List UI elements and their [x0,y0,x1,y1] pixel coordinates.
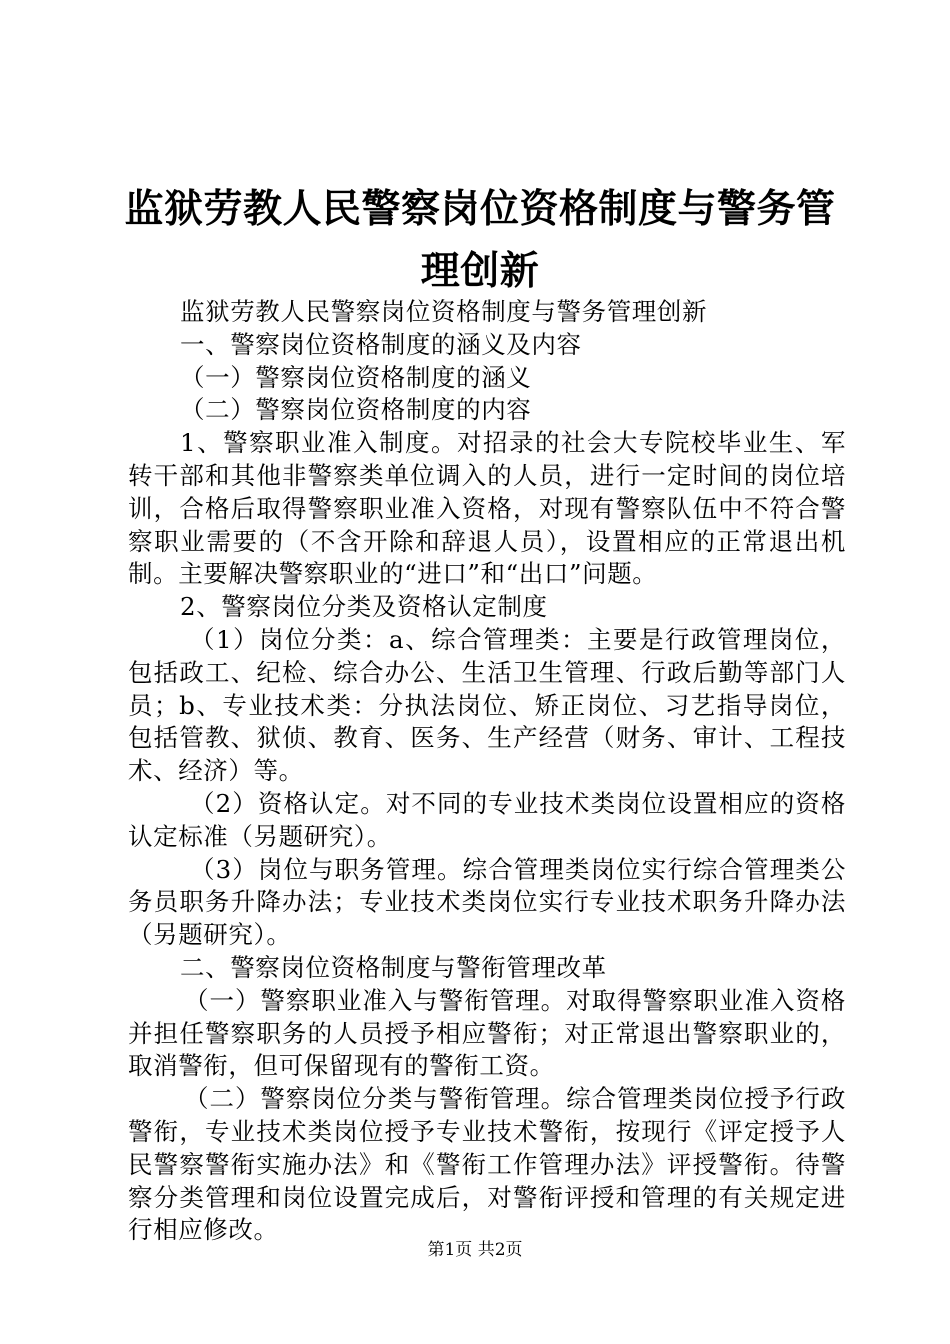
page-number-footer: 第1页 共2页 [427,1240,523,1260]
document-body [128,296,846,1247]
body-paragraph-rank-entry: （一）警察职业准入与警衔管理。对取得警察职业准入资格并担任警察职务的人员授予相应警衔；对正常退出警察职业的，取消警衔，但可保留现有的警衔工资。 [128,985,846,1081]
document-title: 监狱劳教人民警察岗位资格制度与警务管理创新 [124,186,836,294]
body-paragraph-classification-heading: 2、警察岗位分类及资格认定制度 [180,592,548,622]
section-heading-1: 一、警察岗位资格制度的涵义及内容 [180,329,582,359]
body-paragraph-entry-system: 1、警察职业准入制度。对招录的社会大专院校毕业生、军转干部和其他非警察类单位调入的人员，进行一定时间的岗位培训，合格后取得警察职业准入资格，对现有警察队伍中不符合警察职业需要的（不含开除和辞退人员），设置相应的正常退出机制。主要解决警察职业的“进口”和“出口”问题。 [128,428,846,589]
body-paragraph-rank-classification: （二）警察岗位分类与警衔管理。综合管理类岗位授予行政警衔，专业技术类岗位授予专业技术警衔，按现行《评定授予人民警察警衔实施办法》和《警衔工作管理办法》评授警衔。待警察分类管理和岗位设置完成后，对警衔评授和管理的有关规定进行相应修改。 [128,1084,846,1245]
subsection-heading-1-2: （二）警察岗位资格制度的内容 [180,395,532,425]
body-paragraph-post-duty: （3）岗位与职务管理。综合管理类岗位实行综合管理类公务员职务升降办法；专业技术类岗位实行专业技术职务升降办法（另题研究）。 [128,854,846,950]
body-paragraph-heading: 监狱劳教人民警察岗位资格制度与警务管理创新 [180,297,708,326]
subsection-heading-1-1: （一）警察岗位资格制度的涵义 [180,362,532,392]
body-paragraph-post-classification: （1）岗位分类：a、综合管理类：主要是行政管理岗位，包括政工、纪检、综合办公、生活卫生管理、行政后勤等部门人员；b、专业技术类：分执法岗位、矫正岗位、习艺指导岗位，包括管教、狱侦、教育、医务、生产经营（财务、审计、工程技术、经济）等。 [128,624,846,786]
section-heading-2: 二、警察岗位资格制度与警衔管理改革 [180,952,607,982]
body-paragraph-qualification: （2）资格认定。对不同的专业技术类岗位设置相应的资格认定标准（另题研究）。 [128,788,846,851]
